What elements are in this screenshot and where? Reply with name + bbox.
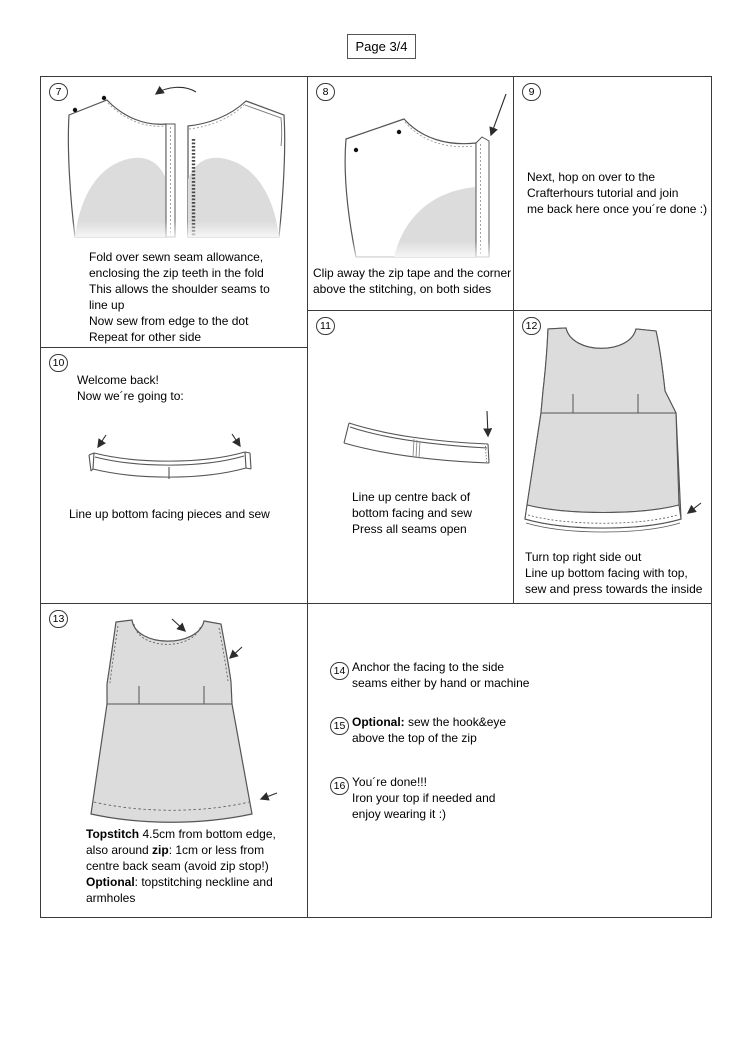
panel-11 [308,311,514,604]
panel-14-16 [308,604,711,917]
step-number-badge: 11 [316,317,335,335]
left-arrow-icon [98,435,106,447]
step-number-badge: 13 [49,610,68,628]
joined-facing-illustration [326,409,501,471]
panel-7-instructions: Fold over sewn seam allowance, enclosing the zip teeth in the fold This allows the shoulder seams to line up Now sew from edge to the dot Repeat for other side [89,250,270,344]
top-with-facing-illustration [522,319,707,549]
panel-14-instructions: Anchor the facing to the side seams either by hand or machine [352,660,530,690]
fold-zip-seam-illustration [59,85,295,243]
step-number-badge: 15 [330,717,349,735]
panel-16-instructions: You´re done!!! Iron your top if needed and enjoy wearing it :) [352,775,496,821]
step-number-badge: 8 [316,83,335,101]
panel-12-instructions: Turn top right side out Line up bottom facing with top, sew and press towards the inside [525,550,703,596]
step-number-badge: 16 [330,777,349,795]
tank-top-body [527,328,679,513]
panel-9 [514,77,711,311]
panel-13 [41,604,308,917]
panel-15-instructions: Optional: sew the hook&eye above the top of the zip [352,715,507,745]
panel-8-instructions: Clip away the zip tape and the corner above the stitching, on both sides [313,266,512,296]
step-number-badge: 12 [522,317,541,335]
panel-10-intro: Welcome back! Now we´re going to: [77,373,184,403]
steps-grid [40,76,712,918]
panel-10-caption: Line up bottom facing pieces and sew [69,507,270,521]
neckline-arrow-icon [172,619,185,631]
right-arrow-icon [232,434,240,446]
down-arrow-icon [487,411,488,436]
panel-13-instructions: Topstitch 4.5cm from bottom edge, also around zip: 1cm or less from centre back seam (avoid zip stop!) Optional: topstitching neckline and armholes [86,827,276,905]
zip-tape-clipped-corner [476,137,489,257]
rotate-arrow-icon [156,87,196,94]
armhole-arrow-icon [230,647,242,658]
step-number-badge: 10 [49,354,68,372]
pointer-arrow-icon [688,503,701,513]
page-number-label: Page 3/4 [347,34,416,59]
panel-7 [41,77,308,348]
panel-8 [308,77,514,311]
hem-arrow-icon [261,793,277,799]
panel-10 [41,348,308,604]
panel-11-instructions: Line up centre back of bottom facing and sew Press all seams open [352,490,473,536]
panel-12 [514,311,711,604]
step-number-badge: 14 [330,662,349,680]
topstitch-illustration [71,610,306,850]
facing-pieces-illustration [83,423,255,481]
pointer-arrow-icon [491,94,506,135]
step-number-badge: 9 [522,83,541,101]
step-number-badge: 7 [49,83,68,101]
tank-top-body [91,620,252,822]
panel-9-instructions: Next, hop on over to the Crafterhours tutorial and join me back here once you´re done :) [527,170,708,216]
clip-zip-tape-illustration [322,91,510,263]
